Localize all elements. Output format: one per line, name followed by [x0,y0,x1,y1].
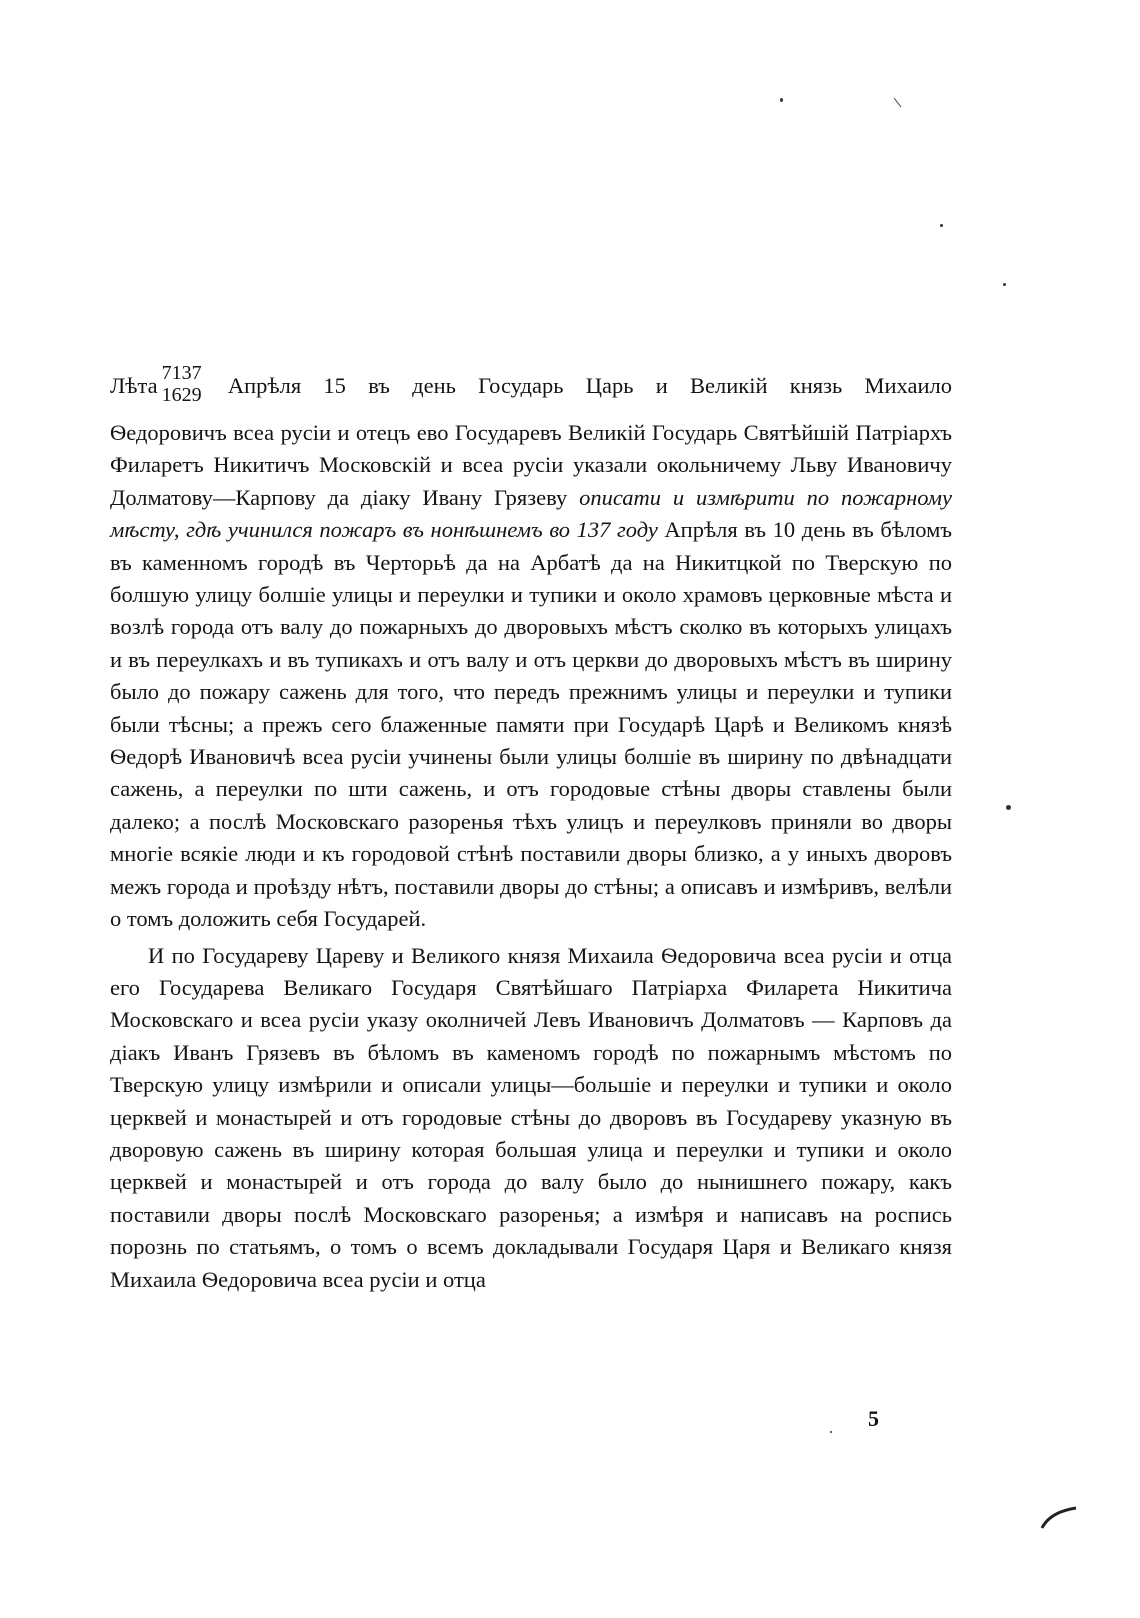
scan-speck [830,1431,832,1433]
scan-scratch [893,97,903,109]
body-text [110,355,952,1296]
scan-speck [1006,805,1011,810]
year-bottom: 1629 [161,383,202,406]
scan-speck [940,224,943,227]
paragraph-1-text-b: Апрѣля въ 10 день въ бѣломъ въ каменномъ городѣ въ Черторьѣ да на Арбатѣ да на Никитцкой по Тверскую по болшую улицу болшіе улицы и переулки и тупики и около храмовъ церковные мѣста и возлѣ города отъ валу до пожарныхъ до дворовыхъ мѣстъ сколко въ которыхъ улицахъ и въ переулкахъ и въ тупикахъ и отъ валу и отъ церкви до дворовыхъ мѣстъ въ ширину было до пожару сажень для того, что передъ прежнимъ улицы и переулки и тупики были тѣсны; а прежъ сего блаженные памяти при Государѣ Царѣ и Великомъ князѣ Ѳедорѣ Ивановичѣ всеа русіи учинены были улицы болшіе въ ширину по двѣнадцати сажень, а переулки по шти сажень, и отъ городовые стѣны дворы ставлены были далеко; а послѣ Московскаго разоренья тѣхъ улицъ и переулковъ приняли во дворы многіе всякіе люди и къ городовой стѣнѣ поставили дворы близко, а у иныхъ дворовъ межъ города и проѣзду нѣтъ, поставили дворы до стѣны; а описавъ и измѣривъ, велѣли о томъ доложить себя Государей. [110,517,952,932]
paragraph-1-italic: описати и измѣрити по пожарному мѣсту, гдѣ учинился пожаръ въ нонѣшнемъ во 137 году [110,484,953,543]
year-fraction [162,363,202,405]
scan-speck [780,98,783,102]
leta-word: Лѣта [110,373,158,398]
page-number: 5 [868,1406,879,1431]
first-line-rest: Апрѣля 15 въ день Государь Царь и Великій князь Михаило [227,373,953,398]
paragraph-2: И по Государеву Цареву и Великого князя Михаила Ѳедоровича всеа русіи и отца его Государева Великаго Государя Святѣйшаго Патріарха Филарета Никитича Московскаго и всеа русіи указу околничей Левъ Ивановичъ Долматовъ — Карповъ да діакъ Иванъ Грязевъ въ бѣломъ въ каменомъ городѣ по пожарнымъ мѣстомъ по Тверскую улицу измѣрили и описали улицы—большіе и переулки и тупики и около церквей и монастырей и отъ городовые стѣны до дворовъ въ Государеву указную въ дворовую сажень въ ширину которая большая улица и переулки и тупики и около церквей и монастырей и отъ города до валу было до нынишнего пожару, какъ поставили дворы послѣ Московскаго разоренья; а измѣря и написавъ на роспись порознь по статьямъ, о томъ о всемъ докладывали Государя Царя и Великаго князя Михаила Ѳедоровича всеа русіи и отца [110,942,952,1292]
scan-scratch [1040,1500,1080,1530]
scan-speck [1003,283,1006,286]
first-line [110,355,952,417]
year-top: 7137 [161,361,202,384]
paragraph-1 [110,355,952,936]
paragraph-1-text-a: Ѳедоровичъ всеа русіи и отецъ ево Государевъ Великій Государь Святѣйшій Патріархъ Филаретъ Никитичъ Московскій и всеа русіи указали окольничему Льву Ивановичу Долматову—Карпову да діаку Ивану Грязеву [110,420,952,510]
